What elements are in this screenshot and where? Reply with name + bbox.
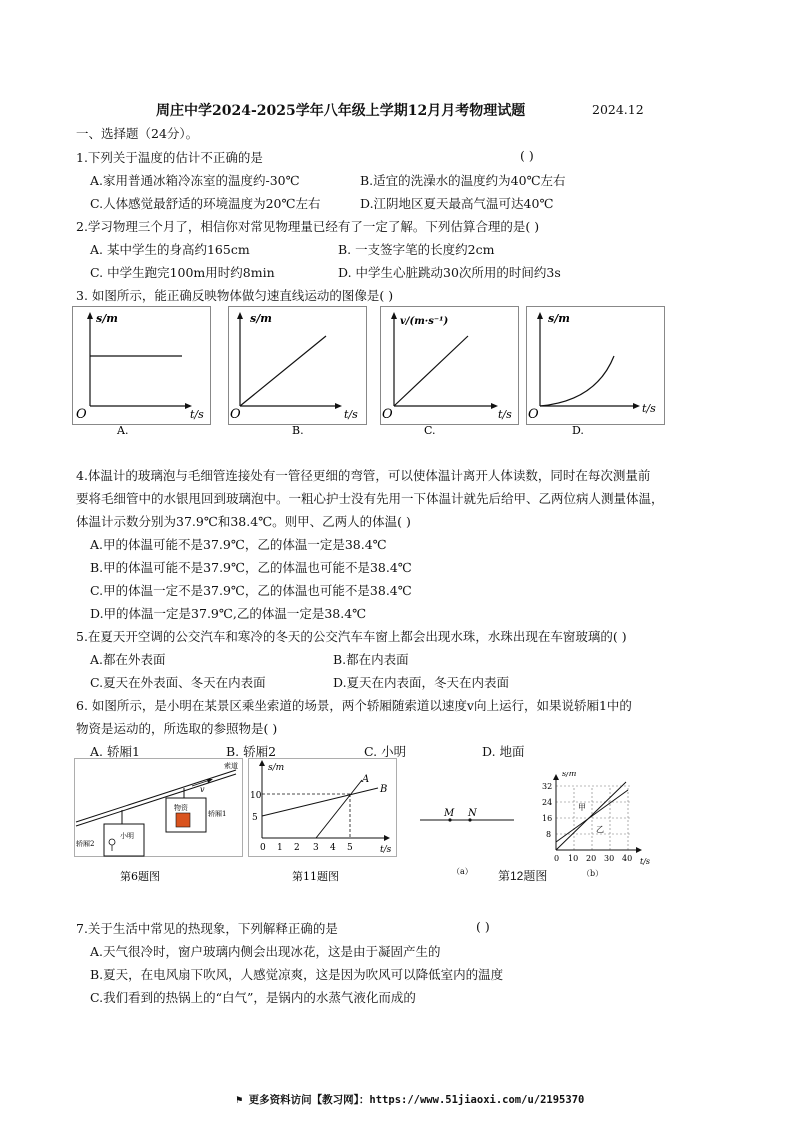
q2-stem: 2.学习物理三个月了，相信你对常见物理量已经有了一定了解。下列估算合理的是( ) xyxy=(76,219,540,234)
q7-answer-paren: ( ) xyxy=(476,919,490,934)
fig6-car1-label: 轿厢1 xyxy=(208,810,227,818)
fig11-ylabel: s/m xyxy=(268,763,285,773)
q3-d-ylabel: s/m xyxy=(548,312,570,325)
fig11-ytick-5: 5 xyxy=(252,813,258,823)
fig6-cable-car xyxy=(74,758,244,888)
q3-stem: 3. 如图所示，能正确反映物体做匀速直线运动的图像是( ) xyxy=(76,288,394,303)
fig12-ytick-24: 24 xyxy=(542,798,553,807)
footer-text: 更多资料访问【教习网】：https://www.51jiaoxi.com/u/2195370 xyxy=(248,1094,585,1106)
q5-option-a: A.都在外表面 xyxy=(90,652,166,667)
q3-b-ylabel: s/m xyxy=(250,312,272,325)
q6-option-d: D. 地面 xyxy=(482,744,525,759)
q2-option-a: A. 某中学生的身高约165cm xyxy=(90,242,250,257)
section-heading: 一、选择题（24分）。 xyxy=(76,126,199,141)
fig11-line-b: B xyxy=(380,784,388,795)
fig12-xtick-10: 10 xyxy=(568,854,579,863)
fig12-label-b: （b） xyxy=(582,869,604,878)
q3-c-caption: C. xyxy=(424,424,436,437)
fig12-xtick-20: 20 xyxy=(586,854,597,863)
q4-option-c: C.甲的体温一定不是37.9℃，乙的体温也可能不是38.4℃ xyxy=(90,583,412,598)
page-title: 周庄中学2024-2025学年八年级上学期12月月考物理试题 xyxy=(156,103,526,119)
q5-option-b: B.都在内表面 xyxy=(333,652,409,667)
fig11-st-graph xyxy=(248,758,398,888)
q3-graph-d xyxy=(526,306,666,438)
fig6-person-icon xyxy=(109,839,115,845)
q1-option-d: D.江阴地区夏天最高气温可达40℃ xyxy=(360,196,554,211)
q2-option-c: C. 中学生跑完100m用时约8min xyxy=(90,265,275,280)
q3-c-ylabel: v/(m·s⁻¹) xyxy=(400,316,449,327)
fig11-ytick-10: 10 xyxy=(250,791,262,801)
q3-graph-c xyxy=(380,306,520,438)
q4-option-b: B.甲的体温可能不是37.9℃，乙的体温也可能不是38.4℃ xyxy=(90,560,412,575)
flag-icon: ⚑ xyxy=(236,1094,243,1106)
footer-link[interactable] xyxy=(236,1092,584,1107)
fig11-xtick-0: 0 xyxy=(260,843,266,853)
fig12-label-a: （a） xyxy=(452,867,473,876)
q3-a-xlabel: t/s xyxy=(190,408,204,421)
q7-stem: 7.关于生活中常见的热现象，下列解释正确的是 xyxy=(76,921,338,936)
q6-option-c: C. 小明 xyxy=(364,744,407,759)
q3-c-origin: O xyxy=(382,407,393,422)
fig6-car2-label: 轿厢2 xyxy=(76,840,95,848)
fig12-xtick-40: 40 xyxy=(622,854,633,863)
fig11-caption: 第11题图 xyxy=(292,870,339,883)
fig11-xtick-5: 5 xyxy=(347,843,353,853)
fig6-rope-label: 索道 xyxy=(224,762,238,770)
q6-option-b: B. 轿厢2 xyxy=(226,744,277,759)
q4-option-d: D.甲的体温一定是37.9℃,乙的体温一定是38.4℃ xyxy=(90,606,367,621)
fig6-caption: 第6题图 xyxy=(120,870,160,883)
q3-b-caption: B. xyxy=(292,424,304,437)
q2-option-d: D. 中学生心脏跳动30次所用的时间约3s xyxy=(338,265,561,280)
q1-option-a: A.家用普通冰箱冷冻室的温度约-30℃ xyxy=(90,173,300,188)
q4-option-a: A.甲的体温可能不是37.9℃，乙的体温一定是38.4℃ xyxy=(90,537,387,552)
fig11-line-a: A xyxy=(362,774,370,785)
q4-line-2: 要将毛细管中的水银甩回到玻璃泡中。一粗心护士没有先用一下体温计就先后给甲、乙两位病人测量体温， xyxy=(76,491,664,506)
q3-d-xlabel: t/s xyxy=(642,402,656,415)
q3-d-origin: O xyxy=(528,407,539,422)
fig12-ytick-8: 8 xyxy=(546,830,552,839)
q6-line-1: 6. 如图所示，是小明在某景区乘坐索道的场景，两个轿厢随索道以速度v向上运行，如果说轿厢1中的 xyxy=(76,698,632,713)
fig12-n-label: N xyxy=(468,808,477,819)
q4-line-3: 体温计示数分别为37.9℃和38.4℃。则甲、乙两人的体温( ) xyxy=(76,514,411,529)
fig11-xlabel: t/s xyxy=(380,845,392,855)
q3-a-caption: A. xyxy=(117,424,129,437)
fig6-goods-label: 物资 xyxy=(174,804,188,812)
fig6-v-label: v xyxy=(200,785,205,794)
fig12-m-label: M xyxy=(444,808,455,819)
fig12-ylabel: s/m xyxy=(562,772,577,778)
q1-option-c: C.人体感觉最舒适的环境温度为20℃左右 xyxy=(90,196,321,211)
q6-line-2: 物资是运动的，所选取的参照物是( ) xyxy=(76,721,278,736)
q3-b-origin: O xyxy=(230,407,241,422)
q7-option-c: C.我们看到的热锅上的“白气”，是锅内的水蒸气液化而成的 xyxy=(90,990,416,1005)
q2-option-b: B. 一支签字笔的长度约2cm xyxy=(338,242,495,257)
fig12-yi-label: 乙 xyxy=(596,825,604,834)
q7-option-a: A.天气很冷时，窗户玻璃内侧会出现冰花，这是由于凝固产生的 xyxy=(90,944,441,959)
exam-date: 2024.12 xyxy=(592,102,644,117)
fig11-xtick-2: 2 xyxy=(294,843,300,853)
q3-d-caption: D. xyxy=(572,424,584,437)
q1-answer-paren: ( ) xyxy=(520,148,534,163)
q3-c-xlabel: t/s xyxy=(498,408,512,421)
fig12-caption: 第12题图 xyxy=(498,869,548,883)
q6-option-a: A. 轿厢1 xyxy=(90,744,140,759)
q3-graph-a xyxy=(72,306,212,438)
q5-option-c: C.夏天在外表面、冬天在内表面 xyxy=(90,675,266,690)
q4-line-1: 4.体温计的玻璃泡与毛细管连接处有一管径更细的弯管，可以使体温计离开人体读数，同时在每次测量前 xyxy=(76,468,651,483)
q5-stem: 5.在夏天开空调的公交汽车和寒冷的冬天的公交汽车车窗上都会出现水珠，水珠出现在车窗玻璃的( ) xyxy=(76,629,627,644)
q3-a-origin: O xyxy=(76,407,87,422)
q3-graph-b xyxy=(228,306,368,438)
q7-option-b: B.夏天，在电风扇下吹风，人感觉凉爽，这是因为吹风可以降低室内的温度 xyxy=(90,967,504,982)
fig12-jia-label: 甲 xyxy=(578,803,586,812)
fig6-goods-box xyxy=(176,813,190,827)
fig11-xtick-1: 1 xyxy=(277,843,283,853)
fig6-person-label: 小明 xyxy=(120,832,134,840)
q5-option-d: D.夏天在内表面，冬天在内表面 xyxy=(333,675,510,690)
q3-b-xlabel: t/s xyxy=(344,408,358,421)
fig12-xlabel: t/s xyxy=(640,857,651,866)
fig11-xtick-3: 3 xyxy=(313,843,319,853)
q1-option-b: B.适宜的洗澡水的温度约为40℃左右 xyxy=(360,173,566,188)
fig12-xtick-0: 0 xyxy=(554,854,560,863)
fig12-ytick-16: 16 xyxy=(542,814,553,823)
fig12-xtick-30: 30 xyxy=(604,854,615,863)
fig11-xtick-4: 4 xyxy=(330,843,336,853)
q3-a-ylabel: s/m xyxy=(96,312,118,325)
q1-stem: 1.下列关于温度的估计不正确的是 xyxy=(76,150,263,165)
fig12-ytick-32: 32 xyxy=(542,782,553,791)
fig12-b-graph xyxy=(540,772,660,868)
